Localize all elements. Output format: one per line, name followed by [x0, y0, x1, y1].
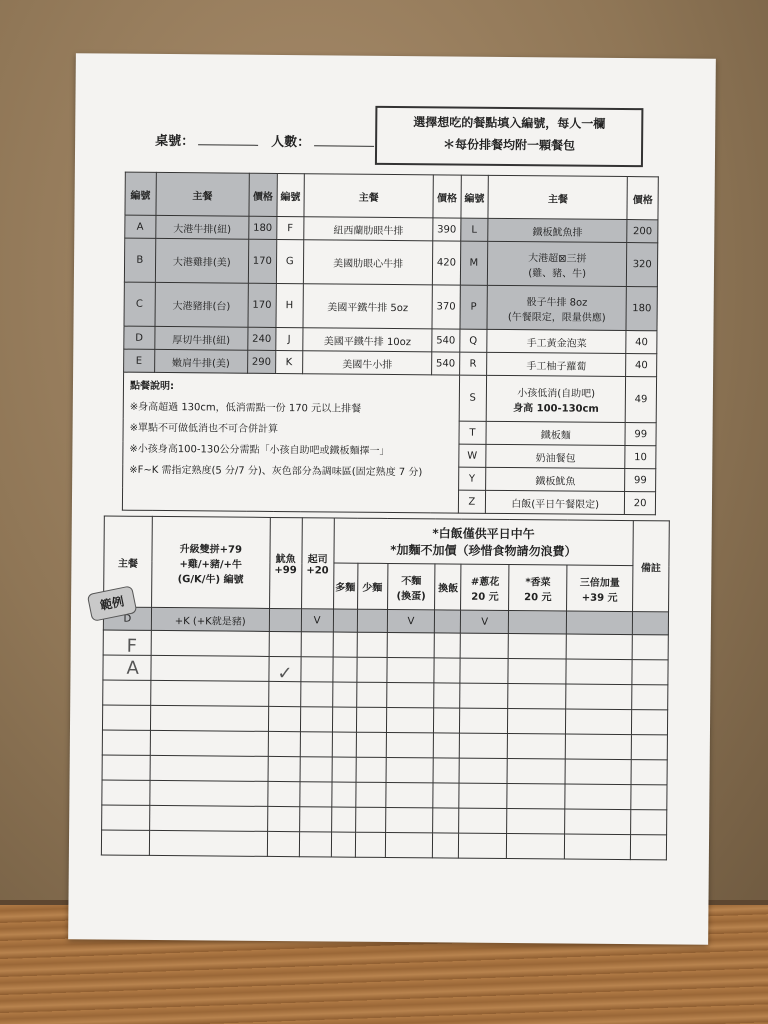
header-main: 主餐 [304, 174, 434, 218]
header-price: 價格 [627, 177, 658, 220]
order-entry-cell[interactable] [508, 684, 566, 710]
order-entry-cell[interactable] [268, 756, 300, 781]
item-code: T [459, 421, 487, 444]
order-entry-cell[interactable] [300, 707, 332, 732]
item-name-line: (雞、豬、牛) [528, 267, 587, 280]
note-line: ※身高超過 130cm，低消需點一份 170 元以上排餐 [129, 401, 362, 415]
order-entry-cell[interactable] [631, 785, 667, 810]
people-count-blank[interactable] [314, 145, 374, 147]
order-entry-cell[interactable] [268, 731, 300, 756]
col-cilantro-price: 20 元 [524, 591, 552, 603]
order-entry-cell[interactable] [460, 658, 508, 683]
order-entry-cell[interactable] [355, 832, 385, 857]
order-entry-cell[interactable] [299, 782, 331, 807]
item-name: 紐西蘭肋眼牛排 [304, 217, 433, 241]
col-squid-price: +99 [274, 564, 297, 577]
order-entry-cell[interactable] [301, 657, 333, 682]
order-entry-cell[interactable] [565, 759, 631, 785]
item-price: 20 [625, 492, 656, 515]
order-entry-cell[interactable] [507, 809, 565, 835]
item-price: 240 [248, 327, 276, 350]
item-price: 540 [432, 352, 460, 375]
order-header-row [104, 516, 669, 566]
order-entry-row [101, 830, 666, 860]
order-entry-cell[interactable] [102, 780, 150, 805]
item-price: 370 [432, 285, 460, 329]
menu-table [122, 172, 659, 516]
order-entry-cell[interactable] [151, 680, 269, 706]
order-entry-cell[interactable] [386, 757, 434, 782]
order-entry-cell[interactable] [459, 808, 507, 833]
menu-row [124, 238, 657, 287]
example-cilantro [509, 611, 567, 635]
order-entry-cell[interactable] [508, 734, 566, 760]
item-price: 390 [433, 218, 461, 241]
header-code: 編號 [461, 175, 489, 218]
order-entry-cell[interactable] [433, 783, 459, 808]
order-entry-cell[interactable] [632, 635, 668, 660]
item-name-line: (午餐限定，限量供應) [507, 311, 606, 324]
example-tag: 範例 [87, 585, 138, 622]
item-code: B [124, 238, 155, 282]
order-entry-cell[interactable] [631, 760, 667, 785]
handwritten-main-1: F [126, 635, 138, 657]
table-number-label: 桌號： [155, 133, 195, 150]
item-name: 奶油餐包 [486, 444, 626, 468]
item-code: R [459, 352, 487, 375]
order-entry-cell[interactable] [459, 783, 507, 808]
order-entry-cell[interactable] [356, 682, 386, 707]
order-entry-cell[interactable] [102, 805, 150, 830]
table-number-blank[interactable] [198, 144, 258, 146]
item-code: K [275, 350, 303, 373]
item-code: L [460, 218, 488, 241]
header-code: 編號 [125, 172, 156, 215]
order-entry-cell[interactable] [386, 707, 434, 732]
item-code: Q [459, 329, 487, 352]
item-name: 美國牛小排 [303, 351, 432, 375]
col-combo-line: 升級雙拼+79 [179, 543, 243, 556]
table-number-field[interactable] [155, 130, 258, 150]
order-entry-cell[interactable] [565, 809, 631, 835]
item-code: W [458, 444, 486, 467]
item-name [487, 241, 627, 286]
item-name-line: 大港超⊠三拼 [528, 252, 587, 265]
example-cheese: V [301, 609, 333, 632]
order-entry-cell[interactable] [434, 708, 460, 733]
order-entry-cell[interactable] [299, 807, 331, 832]
order-entry-cell[interactable] [267, 831, 299, 856]
order-entry-cell[interactable] [386, 682, 434, 707]
item-price: 320 [627, 243, 658, 287]
order-entry-cell[interactable] [460, 733, 508, 758]
order-title-line: *白飯僅供平日中午 [432, 526, 535, 542]
item-price: 180 [249, 216, 277, 239]
item-code: H [276, 283, 304, 327]
order-entry-cell[interactable] [433, 833, 459, 858]
item-name: 手工黃金泡菜 [487, 329, 627, 353]
col-squid [269, 517, 302, 608]
item-price: 170 [248, 239, 276, 283]
item-name: 美國平鐵牛排 5oz [303, 284, 433, 329]
item-name: 美國平鐵牛排 10oz [303, 328, 432, 352]
order-entry-cell[interactable] [331, 807, 355, 832]
example-remark [632, 612, 668, 635]
col-less-noodle: 少麵 [357, 563, 387, 609]
people-count-label: 人數： [271, 134, 311, 151]
order-entry-cell[interactable] [268, 681, 300, 706]
col-triple-price: +39 元 [581, 592, 618, 604]
order-entry-cell[interactable] [333, 632, 357, 657]
order-entry-cell[interactable] [268, 781, 300, 806]
order-entry-cell[interactable] [507, 834, 565, 860]
item-price: 540 [432, 329, 460, 352]
example-less-noodle [357, 609, 387, 632]
example-scallion: V [461, 610, 509, 633]
order-entry-cell[interactable] [508, 634, 566, 660]
item-code: E [124, 349, 155, 372]
item-name: 白飯(平日午餐限定) [485, 490, 625, 514]
item-code: Z [458, 490, 486, 513]
header-main: 主餐 [155, 172, 249, 216]
order-entry-cell[interactable] [386, 732, 434, 757]
notes-title: 點餐說明: [129, 380, 175, 393]
header-price: 價格 [433, 175, 461, 218]
item-price: 200 [627, 220, 658, 243]
order-entry-cell[interactable] [507, 759, 565, 785]
col-main-dish: 主餐 [104, 516, 153, 607]
order-entry-cell[interactable] [460, 683, 508, 708]
example-no-noodle: V [387, 609, 435, 632]
handwritten-main-2: A [126, 657, 139, 679]
item-name: 手工柚子蘿蔔 [487, 352, 627, 376]
col-cilantro-label: *香菜 [525, 576, 551, 588]
order-entry-cell[interactable] [331, 832, 355, 857]
item-price: 170 [248, 283, 276, 327]
header-price: 價格 [249, 173, 277, 216]
order-entry-cell[interactable] [332, 732, 356, 757]
col-no-noodle-sub: (換蛋) [396, 590, 426, 602]
order-entry-cell[interactable] [387, 632, 435, 657]
order-entry-cell[interactable] [356, 707, 386, 732]
order-entry-cell[interactable] [149, 805, 267, 831]
item-name: 大港雞排(美) [155, 238, 249, 283]
order-entry-cell[interactable] [150, 780, 268, 806]
order-entry-cell[interactable] [333, 657, 357, 682]
item-name: 鐵板麵 [486, 421, 626, 445]
order-entry-cell[interactable] [507, 784, 565, 810]
order-title-line: *加麵不加價（珍惜食物請勿浪費） [390, 542, 577, 559]
order-entry-cell[interactable] [150, 755, 268, 781]
order-entry-cell[interactable] [460, 633, 508, 658]
order-entry-cell[interactable] [151, 655, 269, 681]
item-price: 40 [626, 331, 657, 354]
order-entry-cell[interactable] [460, 708, 508, 733]
note-line: ※F~K 需指定熟度(5 分/7 分)、灰色部分為調味區(固定熟度 7 分) [129, 464, 423, 479]
order-entry-cell[interactable] [101, 830, 149, 855]
col-more-noodle: 多麵 [333, 563, 357, 609]
order-entry-cell[interactable] [566, 684, 632, 710]
note-line: ※小孩身高100-130公分需點「小孩自助吧或鐵板麵擇一」 [129, 443, 390, 457]
example-main: D [103, 607, 151, 630]
order-entry-cell[interactable] [151, 630, 269, 656]
col-cheese-price: +20 [306, 565, 329, 577]
order-entry-cell[interactable] [631, 710, 667, 735]
order-entry-cell[interactable] [269, 631, 301, 656]
item-name: 大港牛排(紐) [155, 215, 249, 239]
item-name [486, 375, 626, 422]
order-entry-cell[interactable] [268, 706, 300, 731]
order-entry-cell[interactable] [433, 758, 459, 783]
order-entry-cell[interactable] [150, 705, 268, 731]
item-name: 鐵板魷魚 [486, 467, 626, 491]
col-combo [151, 516, 270, 608]
col-combo-line: (G/K/牛) 編號 [177, 573, 244, 586]
example-more-noodle [333, 609, 357, 632]
item-code: J [275, 327, 303, 350]
order-entry-cell[interactable] [433, 808, 459, 833]
example-squid [269, 608, 301, 631]
order-entry-cell[interactable] [355, 807, 385, 832]
order-entry-cell[interactable] [385, 807, 433, 832]
example-combo: +K (+K就是豬) [151, 607, 269, 631]
order-sheet [68, 53, 716, 945]
order-form-table [101, 515, 670, 860]
order-entry-cell[interactable] [301, 632, 333, 657]
order-entry-cell[interactable] [300, 732, 332, 757]
item-price: 99 [625, 423, 656, 446]
header-main: 主餐 [488, 175, 628, 219]
item-code: C [124, 282, 155, 326]
order-entry-cell[interactable] [356, 732, 386, 757]
order-entry-cell[interactable] [508, 659, 566, 685]
item-price: 420 [433, 241, 461, 285]
item-code: Y [458, 467, 486, 490]
col-remark: 備註 [633, 521, 670, 612]
order-entry-cell[interactable] [564, 834, 630, 860]
col-scallion [461, 564, 509, 610]
order-entry-cell[interactable] [267, 806, 299, 831]
item-price: 99 [625, 469, 656, 492]
col-swap-rice: 換飯 [435, 564, 461, 610]
order-entry-cell[interactable] [566, 659, 632, 685]
col-combo-line: +雞/+豬/+牛 [179, 558, 242, 571]
order-entry-cell[interactable] [385, 782, 433, 807]
instruction-line-2: ＊每份排餐均附一顆餐包 [443, 137, 576, 153]
order-entry-cell[interactable] [332, 757, 356, 782]
header-code: 編號 [276, 173, 304, 216]
order-entry-cell[interactable] [357, 632, 387, 657]
handwritten-squid-check: ✓ [277, 663, 293, 685]
item-name: 美國肋眼心牛排 [303, 240, 433, 285]
order-entry-cell[interactable] [300, 682, 332, 707]
note-line: ※單點不可做低消也不可合併計算 [129, 422, 279, 436]
order-entry-cell[interactable] [386, 657, 434, 682]
col-cheese [301, 518, 334, 609]
order-entry-cell[interactable] [102, 730, 150, 755]
order-entry-cell[interactable] [565, 734, 631, 760]
order-entry-cell[interactable] [300, 757, 332, 782]
item-price: 40 [626, 354, 657, 377]
item-price: 10 [625, 446, 656, 469]
item-name-line: 骰子牛排 8oz [526, 296, 588, 309]
menu-header-row [125, 172, 658, 220]
col-cilantro [509, 565, 567, 612]
order-entry-cell[interactable] [356, 757, 386, 782]
example-triple [566, 611, 632, 635]
col-triple-label: 三倍加量 [579, 577, 620, 589]
item-code: S [459, 375, 487, 421]
order-title [334, 518, 634, 566]
order-entry-cell[interactable] [385, 832, 433, 857]
col-scallion-label: #蔥花 [470, 576, 500, 588]
order-entry-cell[interactable] [102, 755, 150, 780]
item-code: F [276, 216, 304, 239]
item-name [487, 285, 627, 330]
item-code: D [124, 326, 155, 349]
order-entry-cell[interactable] [332, 682, 356, 707]
item-name: 鐵板魷魚排 [488, 218, 628, 242]
order-entry-cell[interactable] [356, 657, 386, 682]
order-entry-cell[interactable] [630, 835, 666, 860]
item-name-line: 小孩低消(自助吧) [517, 387, 596, 400]
item-name: 厚切牛排(紐) [154, 326, 248, 350]
item-name: 大港豬排(台) [154, 282, 248, 327]
people-count-field[interactable] [271, 131, 374, 151]
order-entry-cell[interactable] [150, 730, 268, 756]
item-code: M [460, 241, 488, 285]
order-entry-cell[interactable] [332, 707, 356, 732]
instruction-line-1: 選擇想吃的餐點填入編號，每人一欄 [413, 115, 606, 131]
col-scallion-price: 20 元 [471, 591, 499, 603]
instruction-box [375, 106, 644, 167]
order-entry-cell[interactable] [355, 782, 385, 807]
item-price: 290 [248, 350, 276, 373]
ordering-notes [122, 372, 459, 513]
example-swap-rice [435, 610, 461, 633]
order-entry-cell[interactable] [566, 709, 632, 735]
order-entry-cell[interactable] [434, 733, 460, 758]
order-entry-cell[interactable] [149, 830, 267, 856]
order-entry-cell[interactable] [299, 832, 331, 857]
order-entry-cell[interactable] [566, 634, 632, 660]
item-code: A [125, 215, 156, 238]
order-entry-cell[interactable] [631, 810, 667, 835]
item-price: 49 [626, 377, 657, 423]
menu-row [124, 282, 657, 331]
item-code: P [460, 285, 488, 329]
order-entry-cell[interactable] [632, 685, 668, 710]
item-name: 嫩肩牛排(美) [154, 349, 248, 373]
order-entry-cell[interactable] [632, 660, 668, 685]
col-no-noodle [387, 563, 435, 609]
order-entry-cell[interactable] [631, 735, 667, 760]
order-entry-cell[interactable] [459, 758, 507, 783]
order-entry-cell[interactable] [434, 683, 460, 708]
order-entry-cell[interactable] [331, 782, 355, 807]
order-entry-cell[interactable] [508, 709, 566, 735]
col-no-noodle-label: 不麵 [401, 575, 422, 587]
order-entry-cell[interactable] [434, 658, 460, 683]
order-entry-cell[interactable] [102, 705, 150, 730]
order-entry-cell[interactable] [565, 784, 631, 810]
col-squid-label: 魷魚 [275, 553, 296, 566]
item-price: 180 [626, 287, 657, 331]
item-code: G [276, 239, 304, 283]
order-entry-cell[interactable] [103, 680, 151, 705]
order-entry-cell[interactable] [435, 633, 461, 658]
item-name-line: 身高 100-130cm [513, 402, 599, 415]
order-entry-cell[interactable] [459, 833, 507, 858]
col-triple [567, 565, 633, 612]
col-cheese-label: 起司 [307, 554, 328, 566]
menu-row [123, 372, 656, 423]
